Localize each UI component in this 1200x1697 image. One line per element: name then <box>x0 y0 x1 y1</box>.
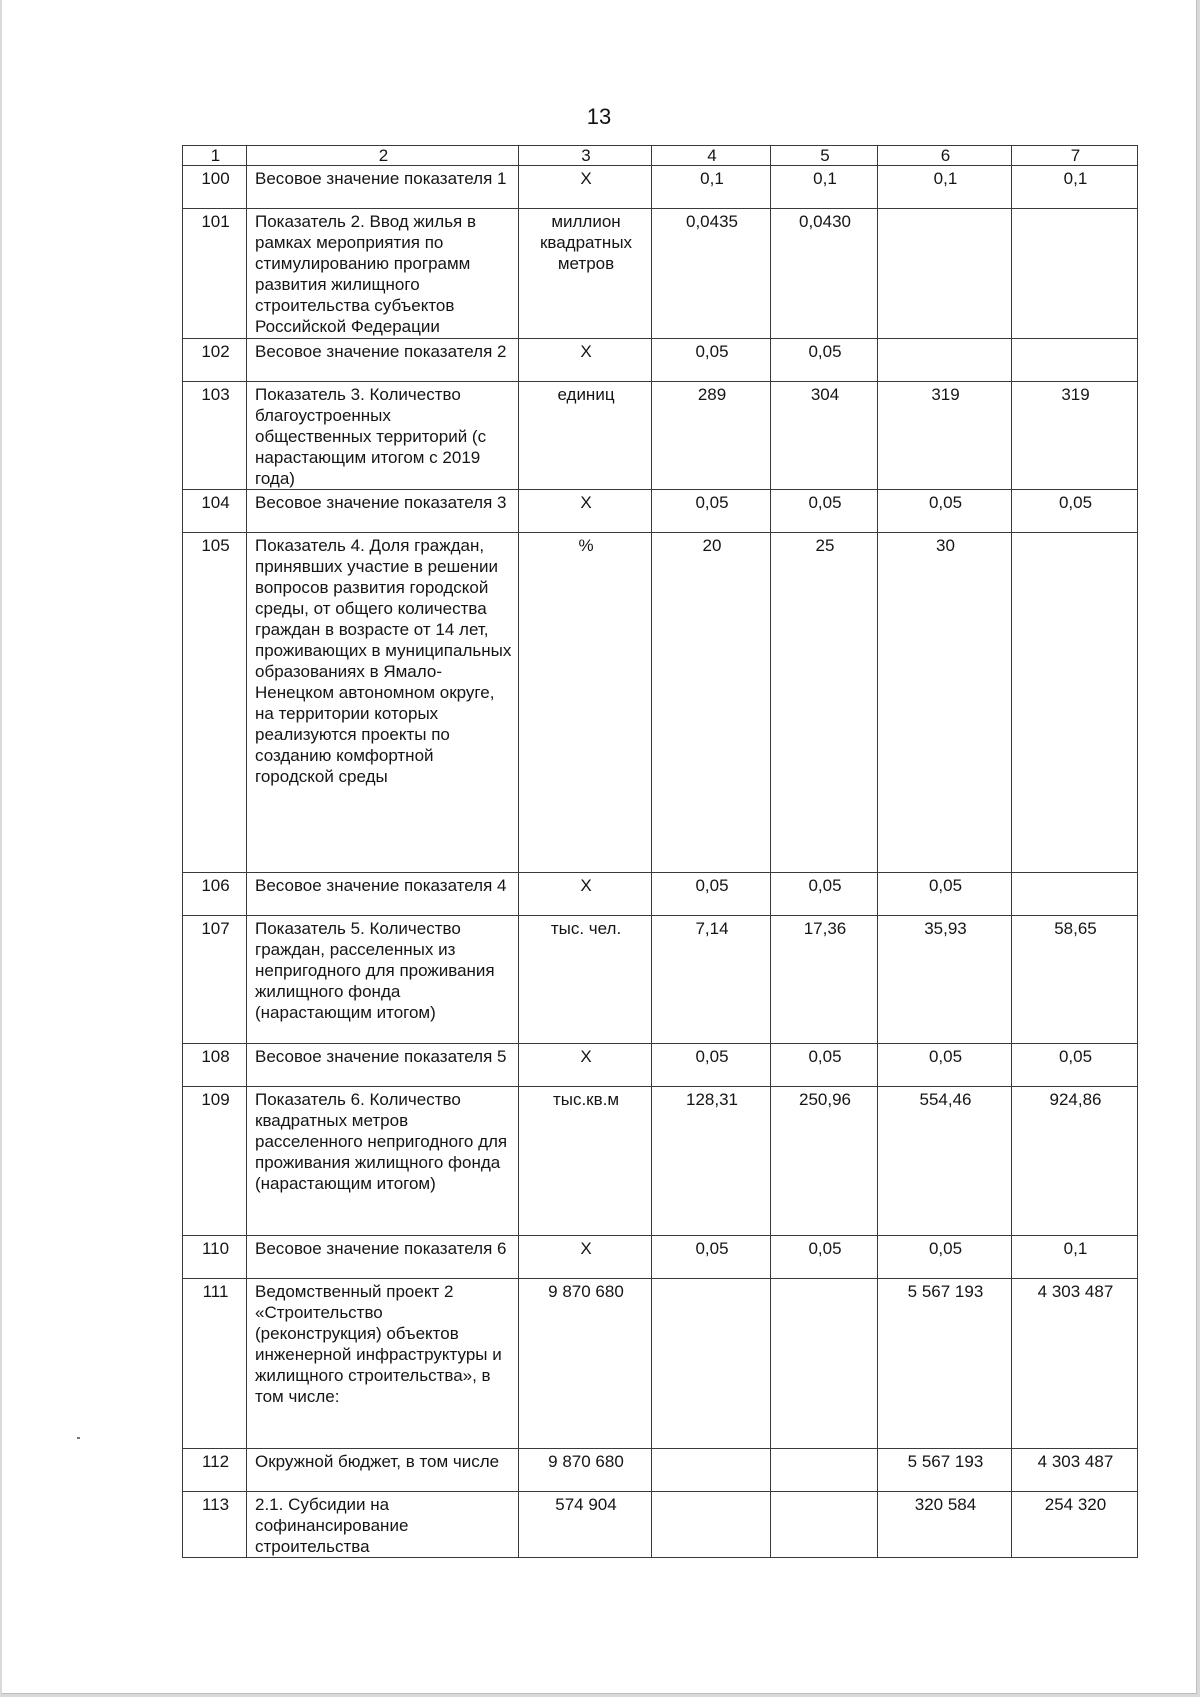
table-row <box>183 1236 1138 1279</box>
row-value-4: 0,0435 <box>652 209 771 339</box>
table-row <box>183 339 1138 382</box>
row-value-5: 0,05 <box>771 490 878 533</box>
row-value-6: 0,1 <box>878 166 1012 209</box>
row-value-5: 25 <box>771 533 878 873</box>
row-value-5: 0,05 <box>771 339 878 382</box>
row-name: Весовое значение показателя 5 <box>247 1044 519 1087</box>
row-value-7 <box>1012 339 1138 382</box>
row-value-4: 0,05 <box>652 873 771 916</box>
row-name: Весовое значение показателя 4 <box>247 873 519 916</box>
row-unit: X <box>519 339 652 382</box>
row-value-6: 30 <box>878 533 1012 873</box>
row-value-4: 289 <box>652 382 771 490</box>
row-value-6 <box>878 209 1012 339</box>
table-row <box>183 1044 1138 1087</box>
row-value-7 <box>1012 873 1138 916</box>
row-number: 107 <box>183 916 247 1044</box>
row-unit: X <box>519 873 652 916</box>
row-value-4: 0,05 <box>652 1044 771 1087</box>
row-value-6: 0,05 <box>878 1044 1012 1087</box>
row-number: 111 <box>183 1279 247 1449</box>
row-unit: единиц <box>519 382 652 490</box>
header-cell: 4 <box>652 146 771 166</box>
row-value-5 <box>771 1279 878 1449</box>
row-name: Показатель 2. Ввод жилья в рамках мероприятия по стимулированию программ развития жилищного строительства субъектов Российской Федерации <box>247 209 519 339</box>
row-value-5: 0,05 <box>771 1044 878 1087</box>
row-unit: X <box>519 166 652 209</box>
row-value-5: 0,05 <box>771 873 878 916</box>
row-value-5: 17,36 <box>771 916 878 1044</box>
row-number: 105 <box>183 533 247 873</box>
header-cell: 2 <box>247 146 519 166</box>
row-name: Ведомственный проект 2 «Строительство (реконструкция) объектов инженерной инфраструктуры и жилищного строительства», в том числе: <box>247 1279 519 1449</box>
row-number: 102 <box>183 339 247 382</box>
document-page <box>2 0 1197 1694</box>
row-value-4 <box>652 1279 771 1449</box>
table-row <box>183 1492 1138 1558</box>
page-number: 13 <box>586 104 612 129</box>
row-value-6 <box>878 339 1012 382</box>
row-value-4: 0,1 <box>652 166 771 209</box>
header-cell: 3 <box>519 146 652 166</box>
scan-speck <box>77 1437 80 1439</box>
row-value-6: 5 567 193 <box>878 1279 1012 1449</box>
row-value-7: 0,05 <box>1012 1044 1138 1087</box>
row-value-7: 4 303 487 <box>1012 1449 1138 1492</box>
row-value-7 <box>1012 209 1138 339</box>
row-unit: миллион квадратных метров <box>519 209 652 339</box>
row-value-4 <box>652 1449 771 1492</box>
row-name: Весовое значение показателя 2 <box>247 339 519 382</box>
row-unit: X <box>519 1044 652 1087</box>
row-number: 100 <box>183 166 247 209</box>
table-row <box>183 916 1138 1044</box>
table-row <box>183 1087 1138 1236</box>
row-unit: тыс. чел. <box>519 916 652 1044</box>
row-value-4: 7,14 <box>652 916 771 1044</box>
table-row <box>183 1449 1138 1492</box>
row-value-5: 304 <box>771 382 878 490</box>
header-cell: 1 <box>183 146 247 166</box>
row-name: 2.1. Субсидии на софинансирование строительства <box>247 1492 519 1558</box>
table-header-row <box>183 146 1138 166</box>
row-value-7: 0,05 <box>1012 490 1138 533</box>
row-value-7: 254 320 <box>1012 1492 1138 1558</box>
indicators-table <box>182 145 1138 1558</box>
table-row <box>183 533 1138 873</box>
row-value-4 <box>652 1492 771 1558</box>
row-value-4: 20 <box>652 533 771 873</box>
table-row <box>183 166 1138 209</box>
row-value-4: 0,05 <box>652 339 771 382</box>
row-name: Весовое значение показателя 1 <box>247 166 519 209</box>
row-unit: X <box>519 490 652 533</box>
row-name: Показатель 3. Количество благоустроенных общественных территорий (с нарастающим итогом с 2019 года) <box>247 382 519 490</box>
row-number: 109 <box>183 1087 247 1236</box>
row-number: 106 <box>183 873 247 916</box>
row-value-7 <box>1012 533 1138 873</box>
table-row <box>183 382 1138 490</box>
row-unit: % <box>519 533 652 873</box>
row-value-6: 319 <box>878 382 1012 490</box>
row-value-6: 0,05 <box>878 490 1012 533</box>
row-value-7: 319 <box>1012 382 1138 490</box>
row-value-5 <box>771 1449 878 1492</box>
header-cell: 6 <box>878 146 1012 166</box>
row-value-7: 0,1 <box>1012 166 1138 209</box>
row-name: Показатель 5. Количество граждан, расселенных из непригодного для проживания жилищного фонда (нарастающим итогом) <box>247 916 519 1044</box>
row-unit: 9 870 680 <box>519 1449 652 1492</box>
row-value-5: 0,1 <box>771 166 878 209</box>
row-value-5: 250,96 <box>771 1087 878 1236</box>
row-name: Показатель 6. Количество квадратных метров расселенного непригодного для проживания жилищного фонда (нарастающим итогом) <box>247 1087 519 1236</box>
row-number: 113 <box>183 1492 247 1558</box>
row-value-5 <box>771 1492 878 1558</box>
row-value-6: 5 567 193 <box>878 1449 1012 1492</box>
row-value-6: 0,05 <box>878 1236 1012 1279</box>
header-cell: 5 <box>771 146 878 166</box>
row-value-7: 0,1 <box>1012 1236 1138 1279</box>
row-number: 104 <box>183 490 247 533</box>
row-number: 110 <box>183 1236 247 1279</box>
row-unit: 574 904 <box>519 1492 652 1558</box>
row-value-4: 0,05 <box>652 1236 771 1279</box>
row-unit: тыс.кв.м <box>519 1087 652 1236</box>
header-cell: 7 <box>1012 146 1138 166</box>
table-row <box>183 873 1138 916</box>
row-unit: X <box>519 1236 652 1279</box>
row-name: Показатель 4. Доля граждан, принявших участие в решении вопросов развития городской среды, от общего количества граждан в возрасте от 14 лет, проживающих в муниципальных образованиях в Ямало-Ненецком автономном округе, на территории которых реализуются проекты по созданию комфортной городской среды <box>247 533 519 873</box>
table-row <box>183 490 1138 533</box>
row-value-6: 35,93 <box>878 916 1012 1044</box>
row-unit: 9 870 680 <box>519 1279 652 1449</box>
row-number: 108 <box>183 1044 247 1087</box>
row-value-5: 0,0430 <box>771 209 878 339</box>
row-name: Окружной бюджет, в том числе <box>247 1449 519 1492</box>
row-value-6: 0,05 <box>878 873 1012 916</box>
row-value-6: 320 584 <box>878 1492 1012 1558</box>
row-number: 101 <box>183 209 247 339</box>
row-value-7: 58,65 <box>1012 916 1138 1044</box>
row-number: 103 <box>183 382 247 490</box>
table-row <box>183 1279 1138 1449</box>
row-name: Весовое значение показателя 3 <box>247 490 519 533</box>
row-value-7: 924,86 <box>1012 1087 1138 1236</box>
row-value-7: 4 303 487 <box>1012 1279 1138 1449</box>
row-value-4: 128,31 <box>652 1087 771 1236</box>
row-name: Весовое значение показателя 6 <box>247 1236 519 1279</box>
row-value-5: 0,05 <box>771 1236 878 1279</box>
row-value-6: 554,46 <box>878 1087 1012 1236</box>
table-row <box>183 209 1138 339</box>
row-number: 112 <box>183 1449 247 1492</box>
row-value-4: 0,05 <box>652 490 771 533</box>
